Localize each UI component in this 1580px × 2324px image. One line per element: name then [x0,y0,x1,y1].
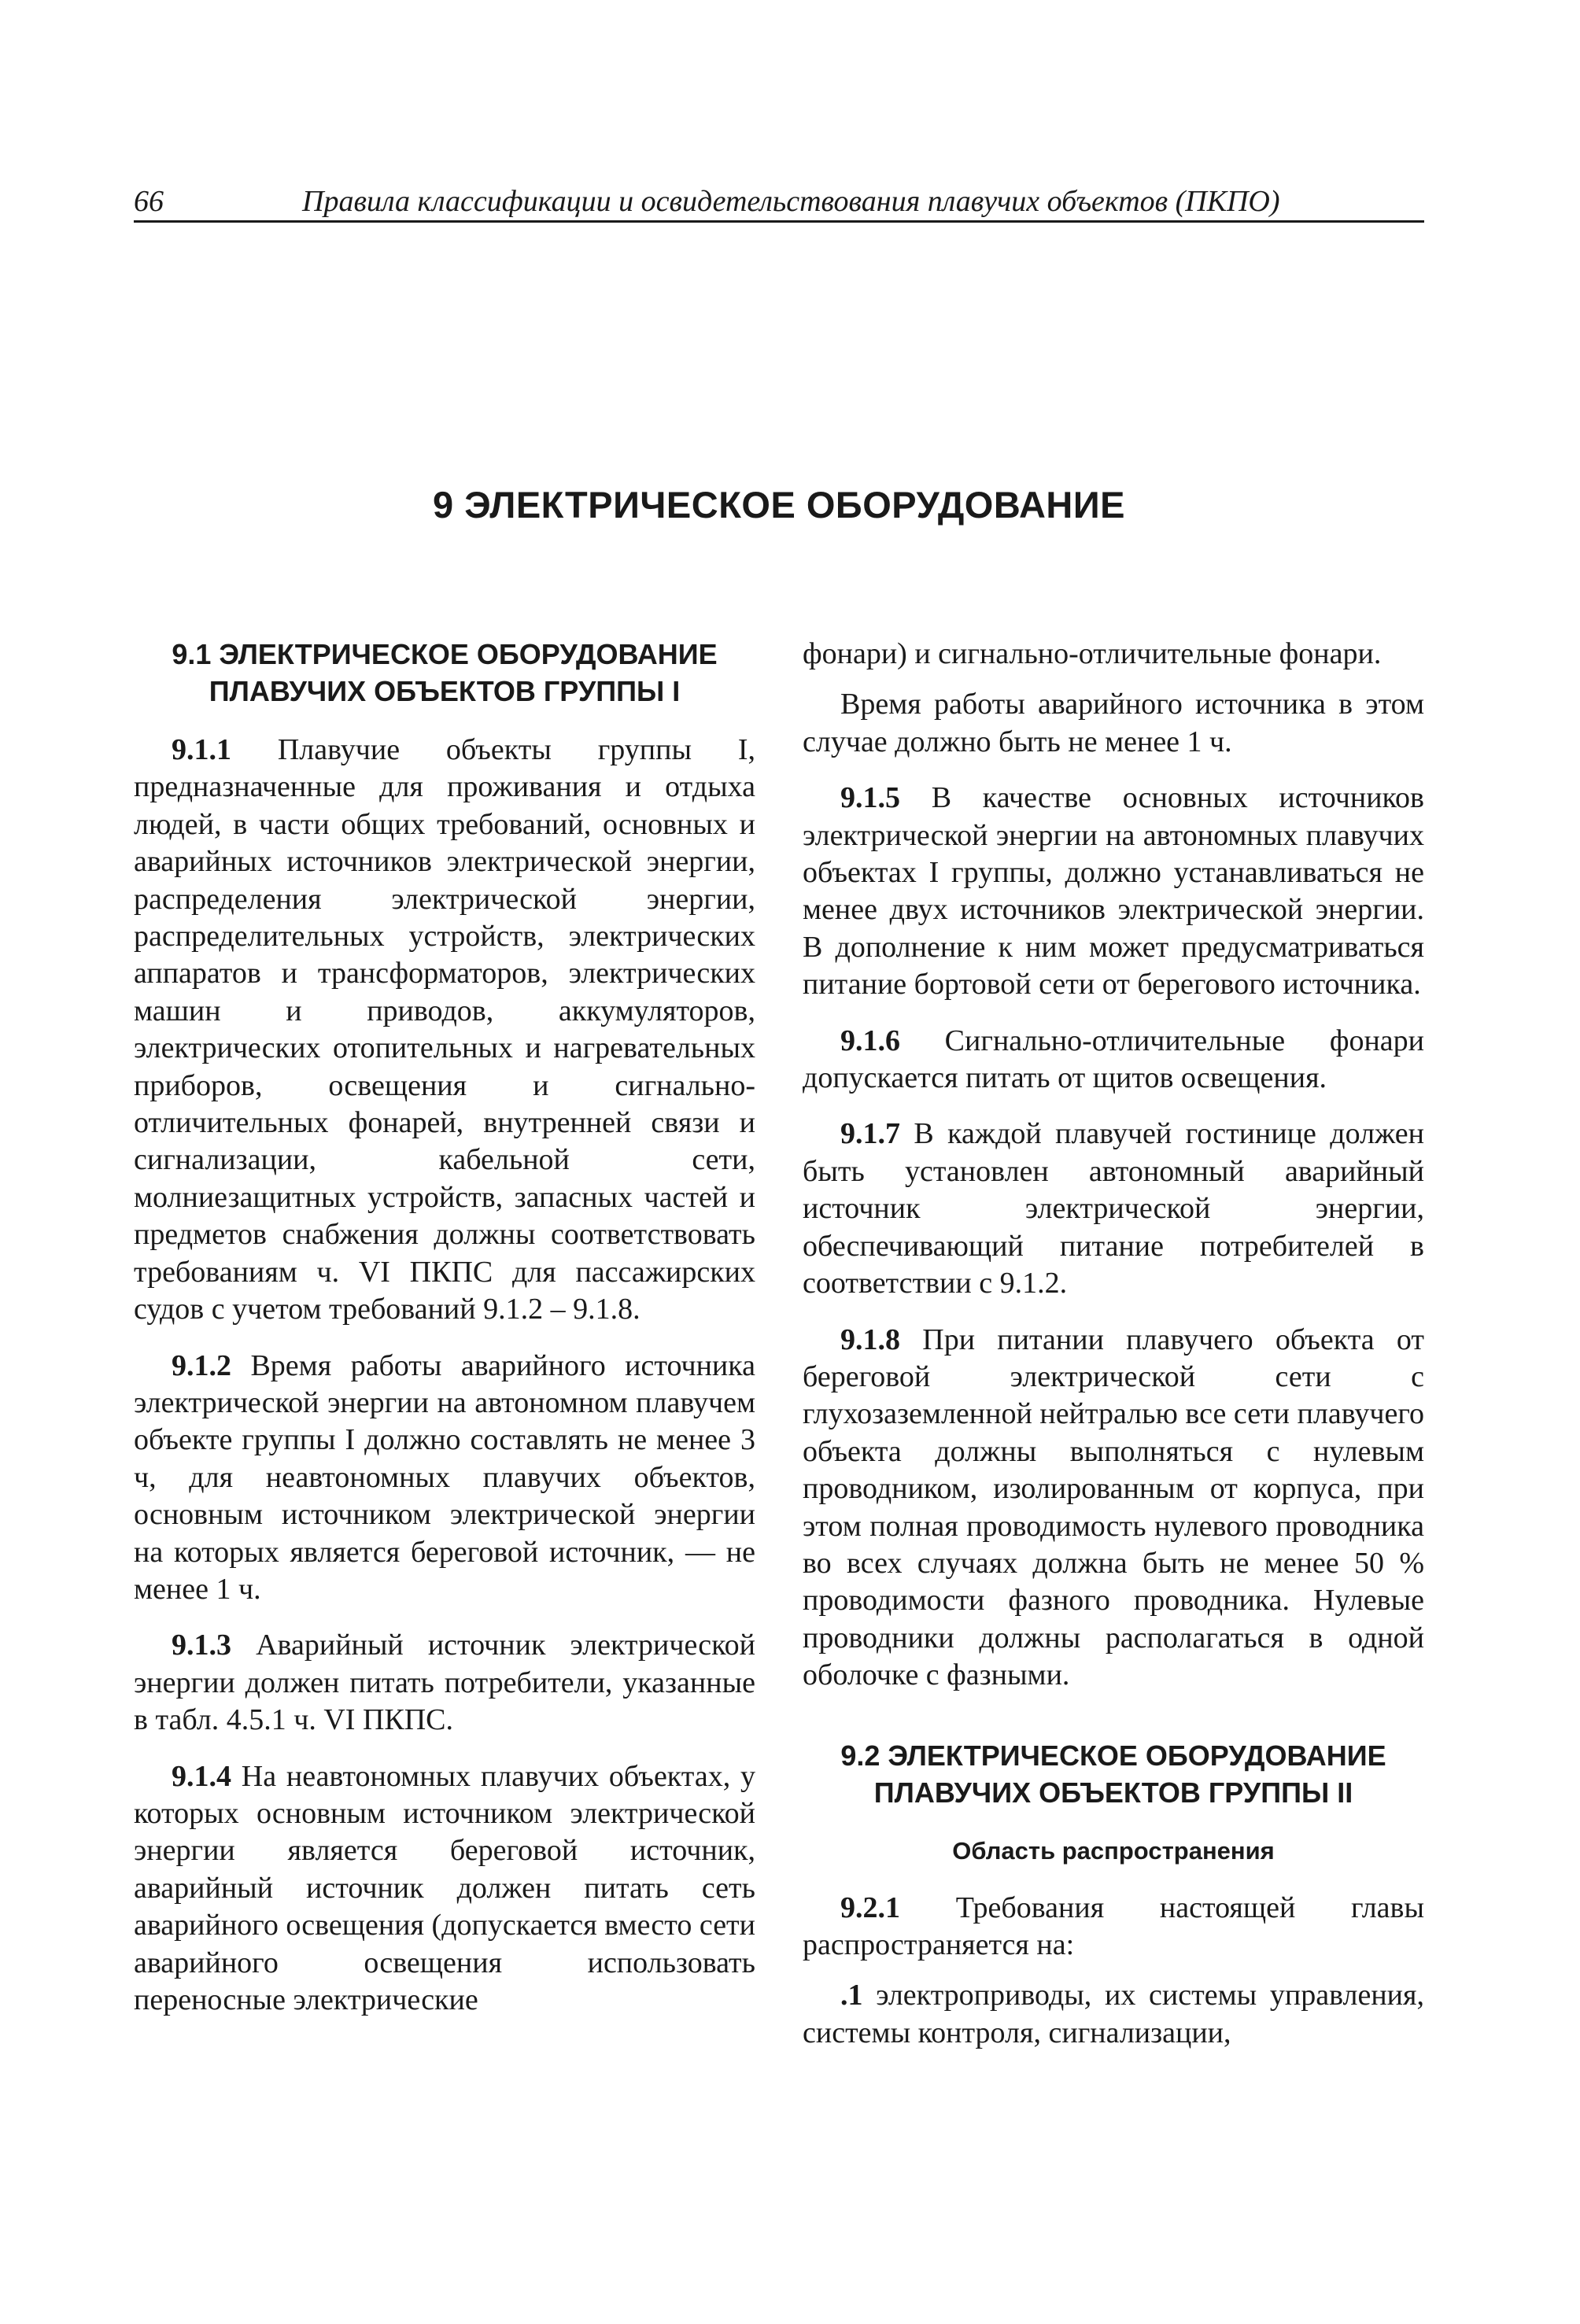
paragraph-text: При питании плавучего объекта от береговой электрической сети с глухозаземленной нейтралью все сети плавучего объекта должны выполняться с нулевым проводником, изолированным от корпуса, при этом полная проводимость нулевого проводника во всех случаях должна быть не менее 50 % проводимости фазного проводника. Нулевые проводники должны располагаться в одной оболочке с фазными. [803,1322,1425,1692]
paragraph-text: Время работы аварийного источника электрической энергии на автономном плавучем объекте группы I должно составлять не менее 3 ч, для неавтономных плавучих объектов, основным источником электрической энергии на которых является береговой источник, — не менее 1 ч. [134,1348,755,1606]
left-column [134,636,755,2038]
paragraph-text: Требования настоящей главы распространяется на: [803,1891,1425,1961]
list-item-text: электроприводы, их системы управления, системы контроля, сигнализации, [803,1979,1424,2049]
paragraph-number: 9.1.4 [172,1759,231,1793]
paragraph-number: 9.1.1 [172,733,231,766]
paragraph-number: 9.1.8 [840,1322,900,1356]
paragraph-9-1-6 [803,1023,1424,1097]
running-header [134,183,1424,223]
paragraph-number: 9.1.6 [840,1024,900,1057]
paragraph-9-1-7 [803,1116,1424,1302]
running-title: Правила классификации и освидетельствования плавучих объектов (ПКПО) [302,185,1280,218]
section-heading-9-1: 9.1 ЭЛЕКТРИЧЕСКОЕ ОБОРУДОВАНИЕ ПЛАВУЧИХ ОБЪЕКТОВ ГРУППЫ I [172,638,718,707]
spacer [803,1713,1424,1737]
right-column [803,636,1424,2065]
paragraph-text: Аварийный источник электрической энергии должен питать потребители, указанные в табл. 4.5.1 ч. VI ПКПС. [134,1629,755,1737]
paragraph-9-1-1 [134,732,755,1329]
paragraph-9-1-8 [803,1322,1424,1695]
page-number: 66 [134,185,164,218]
paragraph-number: 9.1.5 [840,781,900,815]
paragraph-number: 9.1.7 [840,1117,900,1151]
section-heading-9-2: 9.2 ЭЛЕКТРИЧЕСКОЕ ОБОРУДОВАНИЕ ПЛАВУЧИХ ОБЪЕКТОВ ГРУППЫ II [840,1739,1386,1809]
list-item-number: .1 [840,1979,863,2012]
paragraph-9-1-2 [134,1348,755,1609]
paragraph-number: 9.2.1 [840,1891,900,1924]
paragraph-text: В каждой плавучей гостинице должен быть установлен автономный аварийный источник электрической энергии, обеспечивающий питание потребителей в соответствии с 9.1.2. [803,1117,1425,1300]
paragraph-9-1-3 [134,1627,755,1739]
chapter-title: 9 ЭЛЕКТРИЧЕСКОЕ ОБОРУДОВАНИЕ [433,484,1125,526]
paragraph-text: В качестве основных источников электрической энергии на автономных плавучих объектах I группы, должно устанавливаться не менее двух источников электрической энергии. В дополнение к ним может предусматриваться питание бортовой сети от берегового источника. [803,781,1425,1002]
paragraph-text: Плавучие объекты группы I, предназначенные для проживания и отдыха людей, в части общих требований, основных и аварийных источников электрической энергии, распределения электрической энергии, распределительных устройств, электрических аппаратов и трансформаторов, электрических машин и приводов, аккумуляторов, электрических отопительных и нагревательных приборов, освещения и сигнально-отличительных фонарей, внутренней связи и сигнализации, кабельной сети, молниезащитных устройств, запасных частей и предметов снабжения должны соответствовать требованиям ч. VI ПКПС для пассажирских судов с учетом требований 9.1.2 – 9.1.8. [134,733,755,1326]
paragraph-number: 9.1.2 [172,1348,231,1382]
paragraph-9-1-4 [134,1758,755,2020]
list-item-1 [803,1977,1424,2052]
subheading-scope: Область распространения [952,1836,1275,1865]
paragraph-number: 9.1.3 [172,1629,231,1662]
continuation-text: фонари) и сигнально-отличительные фонари. [803,637,1382,670]
paragraph-9-2-1 [803,1890,1424,1964]
paragraph-text: Сигнально-отличительные фонари допускается питать от щитов освещения. [803,1024,1424,1095]
paragraph-text: На неавтономных плавучих объектах, у которых основным источником электрической энергии является береговой источник, аварийный источник должен питать сеть аварийного освещения (допускается вместо сети аварийного освещения использовать переносные электрические [134,1759,755,2016]
time-paragraph: Время работы аварийного источника в этом случае должно быть не менее 1 ч. [803,688,1424,758]
paragraph-9-1-5 [803,780,1424,1003]
